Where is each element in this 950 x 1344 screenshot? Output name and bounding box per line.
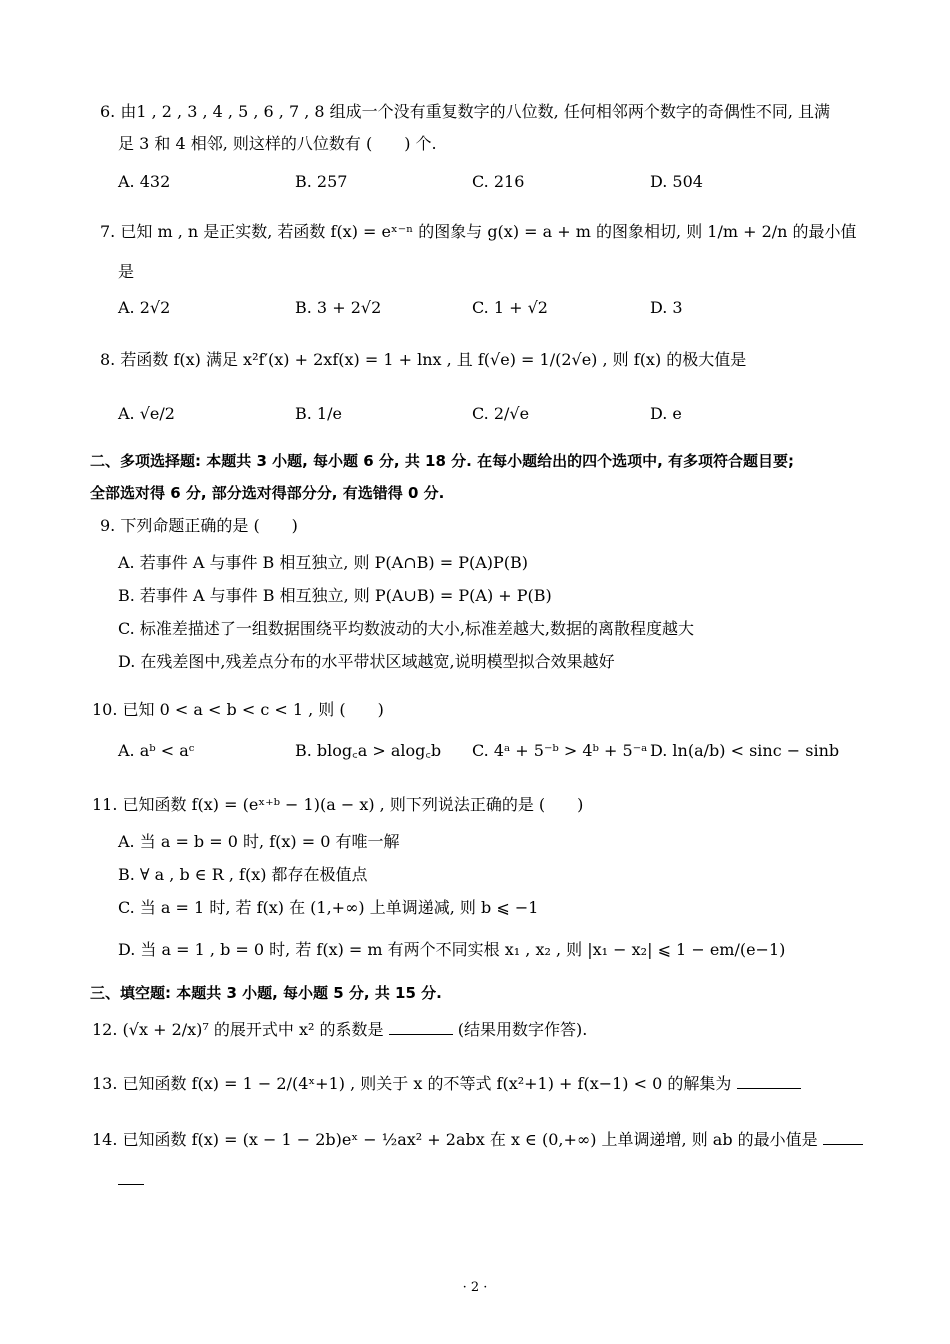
q13-stem <box>92 1074 801 1094</box>
q10-option-b: B. blog꜀a > alog꜀b <box>295 741 442 760</box>
q8-stem: 8. 若函数 f(x) 满足 x²f′(x) + 2xf(x) = 1 + lnx , 且 f(√e) = 1/(2√e) , 则 f(x) 的极大值是 <box>100 350 747 369</box>
q10-option-c: C. 4ᵃ + 5⁻ᵇ > 4ᵇ + 5⁻ᵃ <box>472 741 648 760</box>
q7-stem-line1: 7. 已知 m , n 是正实数, 若函数 f(x) = eˣ⁻ⁿ 的图象与 g(x) = a + m 的图象相切, 则 1/m + 2/n 的最小值 <box>100 222 857 241</box>
q6-stem-line1: 6. 由1 , 2 , 3 , 4 , 5 , 6 , 7 , 8 组成一个没有重复数字的八位数, 任何相邻两个数字的奇偶性不同, 且满 <box>100 102 831 121</box>
q14-stem <box>92 1130 863 1150</box>
q11-option-b: B. ∀ a , b ∈ R , f(x) 都存在极值点 <box>118 865 368 884</box>
q14-prefix: 14. 已知函数 f(x) = (x − 1 − 2b)eˣ − ½ax² + 2abx 在 x ∈ (0,+∞) 上单调递增, 则 ab 的最小值是 <box>92 1130 818 1149</box>
q12-stem <box>92 1020 587 1040</box>
section2-heading-line2: 全部选对得 6 分, 部分选对得部分分, 有选错得 0 分. <box>90 484 445 502</box>
q7-option-c: C. 1 + √2 <box>472 298 548 317</box>
q7-option-a: A. 2√2 <box>118 298 171 317</box>
q6-option-b: B. 257 <box>295 172 348 191</box>
q9-option-a: A. 若事件 A 与事件 B 相互独立, 则 P(A∩B) = P(A)P(B) <box>118 553 529 572</box>
page-number: · 2 · <box>462 1280 488 1295</box>
q7-stem-line2: 是 <box>118 262 135 281</box>
q6-stem-line2: 足 3 和 4 相邻, 则这样的八位数有 ( ) 个. <box>118 134 437 153</box>
q9-option-d: D. 在残差图中,残差点分布的水平带状区域越宽,说明模型拟合效果越好 <box>118 652 615 671</box>
q13-prefix: 13. 已知函数 f(x) = 1 − 2/(4ˣ+1) , 则关于 x 的不等式 f(x²+1) + f(x−1) < 0 的解集为 <box>92 1074 732 1093</box>
q14-answer-blank-continued[interactable] <box>118 1170 144 1190</box>
section2-heading-line1: 二、多项选择题: 本题共 3 小题, 每小题 6 分, 共 18 分. 在每小题给出的四个选项中, 有多项符合题目要; <box>90 452 794 470</box>
q13-answer-blank[interactable] <box>737 1074 801 1089</box>
q8-option-d: D. e <box>650 404 682 423</box>
q11-option-a: A. 当 a = b = 0 时, f(x) = 0 有唯一解 <box>118 832 400 851</box>
q9-option-c: C. 标准差描述了一组数据围绕平均数波动的大小,标准差越大,数据的离散程度越大 <box>118 619 695 638</box>
q9-stem: 9. 下列命题正确的是 ( ) <box>100 516 298 535</box>
q11-option-d: D. 当 a = 1 , b = 0 时, 若 f(x) = m 有两个不同实根 x₁ , x₂ , 则 |x₁ − x₂| ⩽ 1 − em/(e−1) <box>118 940 786 959</box>
q8-option-b: B. 1/e <box>295 404 342 423</box>
q7-option-b: B. 3 + 2√2 <box>295 298 382 317</box>
q12-prefix: 12. (√x + 2/x)⁷ 的展开式中 x² 的系数是 <box>92 1020 384 1039</box>
q10-stem: 10. 已知 0 < a < b < c < 1 , 则 ( ) <box>92 700 384 719</box>
q8-option-c: C. 2/√e <box>472 404 530 423</box>
q11-stem: 11. 已知函数 f(x) = (eˣ⁺ᵇ − 1)(a − x) , 则下列说法正确的是 ( ) <box>92 795 584 814</box>
q14-answer-blank[interactable] <box>823 1130 863 1145</box>
q9-option-b: B. 若事件 A 与事件 B 相互独立, 则 P(A∪B) = P(A) + P(B) <box>118 586 552 605</box>
q6-option-a: A. 432 <box>118 172 171 191</box>
section3-heading: 三、填空题: 本题共 3 小题, 每小题 5 分, 共 15 分. <box>90 984 442 1002</box>
q8-option-a: A. √e/2 <box>118 404 175 423</box>
q6-option-d: D. 504 <box>650 172 703 191</box>
q6-option-c: C. 216 <box>472 172 525 191</box>
q12-answer-blank[interactable] <box>389 1020 453 1035</box>
q12-suffix: (结果用数字作答). <box>457 1020 588 1039</box>
q7-option-d: D. 3 <box>650 298 683 317</box>
q10-option-a: A. aᵇ < aᶜ <box>118 741 195 760</box>
q10-option-d: D. ln(a/b) < sinc − sinb <box>650 741 840 760</box>
q11-option-c: C. 当 a = 1 时, 若 f(x) 在 (1,+∞) 上单调递减, 则 b ⩽ −1 <box>118 898 539 917</box>
